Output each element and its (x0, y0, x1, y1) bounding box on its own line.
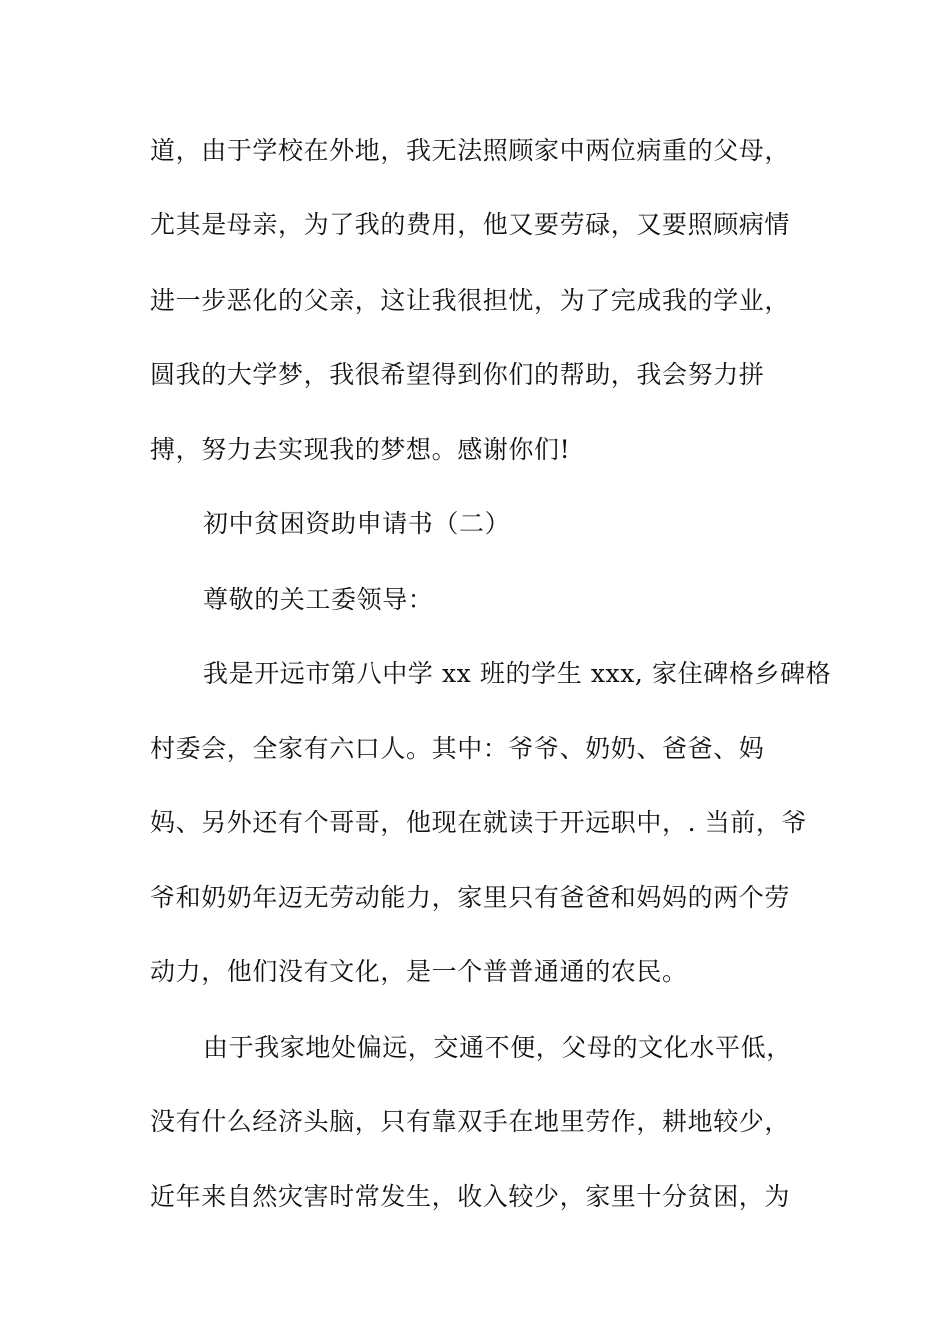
paragraph-line: 圆我的大学梦，我很希望得到你们的帮助，我会努力拼 (150, 360, 765, 389)
paragraph-line: 我是开远市第八中学 xx 班的学生 xxx, 家住碑格乡碑格 (203, 659, 832, 688)
paragraph-line: 动力，他们没有文化，是一个普普通通的农民。 (150, 957, 688, 986)
paragraph-line: 尤其是母亲，为了我的费用，他又要劳碌，又要照顾病情 (150, 210, 791, 239)
paragraph-line: 妈、另外还有个哥哥，他现在就读于开远职中，. 当前，爷 (150, 808, 808, 837)
paragraph-line: 近年来自然灾害时常发生，收入较少，家里十分贫困，为 (150, 1182, 791, 1211)
section-heading: 初中贫困资助申请书（二） (203, 509, 511, 538)
paragraph-line: 道，由于学校在外地，我无法照顾家中两位病重的父母， (150, 136, 791, 165)
paragraph-line: 爷和奶奶年迈无劳动能力，家里只有爸爸和妈妈的两个劳 (150, 883, 791, 912)
paragraph-line: 由于我家地处偏远，交通不便，父母的文化水平低， (203, 1033, 792, 1062)
paragraph-line: 没有什么经济头脑，只有靠双手在地里劳作，耕地较少， (150, 1107, 791, 1136)
paragraph-line: 搏，努力去实现我的梦想。感谢你们! (150, 435, 571, 464)
paragraph-line: 村委会，全家有六口人。其中：爷爷、奶奶、爸爸、妈 (150, 734, 765, 763)
paragraph-line: 进一步恶化的父亲，这让我很担忧，为了完成我的学业， (150, 286, 791, 315)
salutation: 尊敬的关工委领导： (203, 585, 434, 614)
